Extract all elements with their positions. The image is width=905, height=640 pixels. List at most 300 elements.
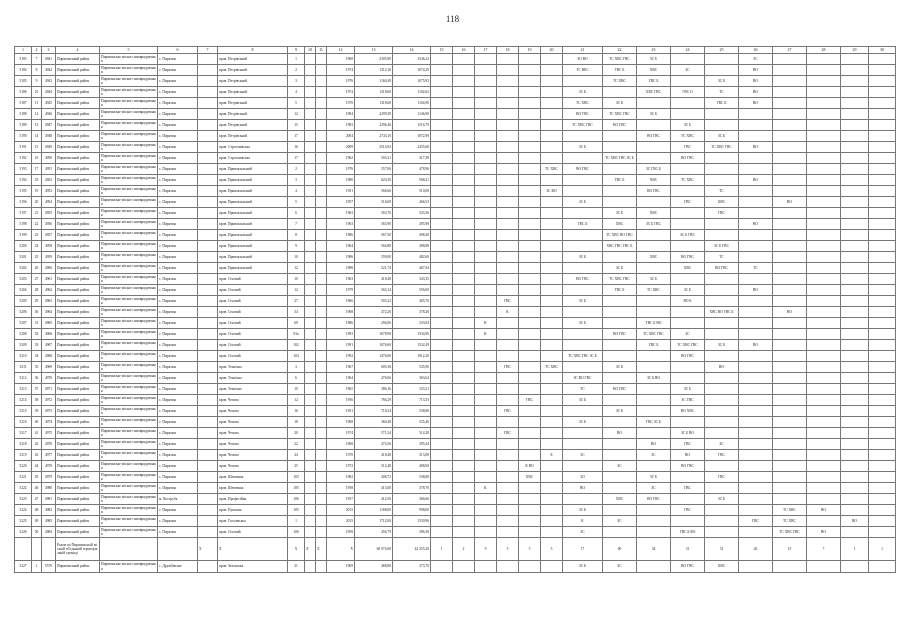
table-cell [431,142,453,153]
table-cell [15,538,32,561]
table-cell [316,296,327,307]
table-cell: ЗС Б [705,340,739,351]
table-cell [475,384,497,395]
table-cell: 1986 [327,230,355,241]
table-cell: 567,50 [355,230,393,241]
table-cell: К [475,329,497,340]
table-cell: ГВС Б [637,340,671,351]
table-cell [305,505,316,516]
table-cell [773,186,807,197]
table-cell [739,230,773,241]
table-cell: 1974 [327,65,355,76]
table-cell [475,98,497,109]
table-cell [431,296,453,307]
table-cell [705,461,739,472]
table-cell: 5570 [42,561,56,573]
table-row [15,274,896,285]
table-row [15,450,896,461]
table-cell: 6 [288,373,305,384]
table-cell [453,472,475,483]
table-cell [431,153,453,164]
table-cell [453,362,475,373]
table-cell: 13 [355,47,393,54]
table-cell: 69 [288,318,305,329]
table-cell [316,175,327,186]
table-cell: с. Пирятин [158,318,198,329]
table-cell: 6 [158,47,198,54]
table-cell [563,263,603,274]
table-cell: с. Пирятин [158,406,198,417]
table-cell [475,219,497,230]
table-cell [807,439,841,450]
table-cell [841,483,869,494]
table-cell [305,461,316,472]
table-cell: 5 [519,538,541,561]
table-cell: 5224 [15,505,32,516]
table-cell [305,329,316,340]
table-cell [519,120,541,131]
table-cell [497,153,519,164]
table-cell: ВО [739,76,773,87]
table-cell [305,76,316,87]
table-cell: ТС [705,186,739,197]
table-cell [869,175,896,186]
table-cell [497,120,519,131]
table-cell [316,307,327,318]
table-cell [773,561,807,573]
table-cell [705,109,739,120]
table-cell: 1982 [327,472,355,483]
table-cell [305,252,316,263]
table-cell [198,120,218,131]
table-cell [453,87,475,98]
table-cell: с. Пирятин [158,219,198,230]
table-cell [869,76,896,87]
table-cell [841,428,869,439]
table-cell [475,340,497,351]
table-cell [563,285,603,296]
table-cell: 19 [32,186,42,197]
table-cell [316,197,327,208]
table-cell: Пирятинський район [56,65,100,76]
table-cell [869,494,896,505]
table-cell [603,417,637,428]
table-cell [519,186,541,197]
table-cell [869,395,896,406]
table-cell: 1964 [327,373,355,384]
table-cell [705,428,739,439]
table-cell: 5197 [15,208,32,219]
table-cell [431,318,453,329]
table-cell: Пирятинське міське самоврядування [101,274,156,283]
table-cell: 386,16 [355,384,393,395]
table-cell: 1075,93 [393,76,431,87]
table-cell: ТС [563,384,603,395]
table-cell: ТС ХВС ГВС ЗС Б [563,351,603,362]
table-cell [453,351,475,362]
table-cell: Пирятинський район [56,109,100,120]
table-cell: 26 [739,47,773,54]
table-cell [519,164,541,175]
table-cell: К [563,516,603,527]
table-cell: ВО Б [671,296,705,307]
table-cell [497,76,519,87]
table-cell: Пирятинське міське самоврядування [101,164,156,173]
table-cell [739,186,773,197]
table-cell: Пирятинське міське самоврядування [101,230,156,239]
table-cell [541,65,563,76]
table-cell [773,54,807,65]
table-row [15,340,896,351]
table-cell: с. Пирятин [158,428,198,439]
table-cell [316,186,327,197]
table-cell [541,483,563,494]
table-cell [773,483,807,494]
table-cell [739,120,773,131]
table-cell: Пирятинське міське самоврядування [101,98,156,107]
table-cell [431,54,453,65]
table-cell: 1532,49 [393,340,431,351]
table-cell: ВО [807,527,841,538]
table-cell: Пирятинський район [56,219,100,230]
table-cell [453,439,475,450]
table-cell: 1966 [327,296,355,307]
table-cell: ТС ХВС ГВС [603,274,637,285]
table-cell [497,384,519,395]
table-cell [475,241,497,252]
table-cell: с. Пирятин [158,197,198,208]
table-cell: 4 [288,87,305,98]
table-cell [519,340,541,351]
table-cell: 366,66 [393,494,431,505]
table-cell [603,87,637,98]
table-cell [316,439,327,450]
table-cell: 5205 [15,296,32,307]
table-cell [497,417,519,428]
table-cell [739,561,773,573]
table-cell: с. Пирятин [158,175,198,186]
table-cell [431,351,453,362]
table-cell: 10 [288,384,305,395]
table-cell [841,120,869,131]
table-cell [453,263,475,274]
table-cell: с. Пирятин [158,329,198,340]
table-cell: 5 [100,47,158,54]
table-cell [807,252,841,263]
table-cell: 503,21 [355,153,393,164]
table-cell: 1074,29 [393,65,431,76]
table-cell [453,307,475,318]
table-cell: пров. Привокзальний [218,241,288,252]
table-cell: 1676,60 [355,340,393,351]
table-cell [841,505,869,516]
table-cell [305,230,316,241]
table-cell: 34 [637,538,671,561]
table-cell [541,527,563,538]
table-cell: ГВС Б [705,98,739,109]
table-cell: 474,56 [355,439,393,450]
table-cell [475,561,497,573]
table-cell: ВО ГВС [705,263,739,274]
table-cell: 46 [32,483,42,494]
table-cell: 1 [841,538,869,561]
table-cell [316,362,327,373]
table-cell [705,175,739,186]
table-cell: Пирятинське міське самоврядування [101,362,156,371]
table-cell: Пирятинське міське самоврядування [101,307,156,316]
table-cell: 1969 [327,561,355,573]
table-cell: 4 [56,47,100,54]
table-cell [316,395,327,406]
table-cell [431,87,453,98]
table-cell: Пирятинське міське самоврядування [101,461,156,470]
table-cell [198,527,218,538]
table-cell: ЗС Б [563,318,603,329]
table-cell [497,285,519,296]
table-cell: ВО ГВС [671,153,705,164]
table-cell: 4979 [42,472,56,483]
table-cell [739,109,773,120]
table-cell: 49 [32,516,42,527]
table-cell [541,384,563,395]
table-cell [198,175,218,186]
table-cell [807,384,841,395]
table-cell [807,318,841,329]
table-row [15,65,896,76]
table-cell [475,131,497,142]
table-cell [563,241,603,252]
table-cell: ВО ГВС [671,351,705,362]
table-cell: ЗС ВО ГВС [563,373,603,384]
table-cell [773,362,807,373]
table-cell [773,450,807,461]
table-cell: пров. Петрівський [218,120,288,131]
table-cell: 1963 [327,208,355,219]
table-cell [739,131,773,142]
table-cell: 10 [32,87,42,98]
table-cell [739,164,773,175]
table-cell [773,76,807,87]
table-cell: 5218 [15,439,32,450]
table-cell [316,208,327,219]
table-cell [475,516,497,527]
table-cell: 564,88 [355,241,393,252]
table-cell [841,230,869,241]
table-cell [869,98,896,109]
table-cell [869,131,896,142]
table-cell [841,340,869,351]
table-cell [316,164,327,175]
register-table [14,46,896,573]
table-cell [453,98,475,109]
table-cell: 4960 [42,263,56,274]
table-cell: 48 [32,505,42,516]
table-cell: с. Пирятин [158,340,198,351]
table-cell: ЗС [705,439,739,450]
table-cell: Пирятинський район [56,131,100,142]
table-cell [841,142,869,153]
table-cell [431,131,453,142]
table-cell: К [475,483,497,494]
table-cell: ЗС [637,450,671,461]
table-cell: с. Пирятин [158,120,198,131]
table-cell: ЗС Б [705,76,739,87]
table-cell: 29 [32,296,42,307]
table-cell [519,296,541,307]
table-cell [198,54,218,65]
table-header-row [15,47,896,54]
table-cell: 44 [32,461,42,472]
table-cell [773,384,807,395]
table-row [15,131,896,142]
table-cell: Пирятинське міське самоврядування [101,252,156,261]
table-cell [869,450,896,461]
table-cell [453,406,475,417]
table-cell: 413,00 [355,483,393,494]
table-cell: 28 [807,47,841,54]
table-cell [316,120,327,131]
table-cell [305,142,316,153]
table-cell [475,285,497,296]
table-cell: 563,76 [355,208,393,219]
table-cell [807,208,841,219]
table-cell [705,505,739,516]
table-cell [807,406,841,417]
table-cell [671,164,705,175]
table-cell [869,164,896,175]
table-cell: 7 [198,47,218,54]
table-row [15,318,896,329]
table-cell: 713,55 [393,395,431,406]
table-cell: 4970 [42,373,56,384]
table-cell: 335,46 [393,417,431,428]
table-cell [705,164,739,175]
table-cell [841,153,869,164]
table-cell [807,263,841,274]
table-cell [305,318,316,329]
table-cell: 60 [603,538,637,561]
table-cell: с. Пирятин [158,362,198,373]
table-cell [519,65,541,76]
table-cell: ВО [739,219,773,230]
table-cell: 25 [288,461,305,472]
table-cell: Пирятинське міське самоврядування [101,54,156,63]
table-cell: 2 [32,47,42,54]
table-cell [198,164,218,175]
table-cell [563,340,603,351]
table-cell [603,483,637,494]
table-cell [316,318,327,329]
table-cell [807,131,841,142]
table-cell: 1963 [327,274,355,285]
table-cell [807,461,841,472]
table-cell [198,252,218,263]
table-cell: К [497,307,519,318]
table-cell [563,153,603,164]
table-cell: 5199 [15,230,32,241]
table-cell [637,230,671,241]
table-cell: К [475,318,497,329]
table-cell [305,561,316,573]
table-cell: 3 [42,47,56,54]
table-cell: Х [218,538,288,561]
table-cell [671,219,705,230]
table-cell: 26 [739,538,773,561]
table-row [15,230,896,241]
table-cell: 5222 [15,483,32,494]
table-cell [705,230,739,241]
table-row [15,516,896,527]
table-cell [705,384,739,395]
table-cell [841,439,869,450]
table-cell [637,98,671,109]
table-cell: пров. Привокзальний [218,175,288,186]
table-cell: 35 [32,362,42,373]
table-cell [541,318,563,329]
table-cell [603,307,637,318]
table-cell [869,384,896,395]
table-cell: Пирятинський район [56,186,100,197]
table-cell [541,274,563,285]
table-cell: 317,38 [393,153,431,164]
register-table-body [15,47,896,573]
table-cell [773,373,807,384]
table-cell: 5204 [15,285,32,296]
table-cell: 468,80 [355,561,393,573]
table-cell [807,76,841,87]
table-cell: 4971 [42,384,56,395]
table-cell: 1993 [327,329,355,340]
table-cell: Пирятинське міське самоврядування [101,428,156,437]
table-row [15,439,896,450]
table-cell [32,538,42,561]
table-cell: ЗС [637,483,671,494]
table-cell [841,406,869,417]
table-cell [869,428,896,439]
table-cell: 605,36 [355,362,393,373]
table-cell [869,307,896,318]
table-cell: ЗО [563,472,603,483]
table-cell: 9 [288,241,305,252]
table-cell: ТС ХВС ГВС [563,120,603,131]
table-cell: ХВС [637,65,671,76]
table-cell: 563,14 [355,285,393,296]
table-cell [475,252,497,263]
table-cell: с. Пирятин [158,461,198,472]
table-cell [705,329,739,340]
table-cell [158,538,198,561]
table-cell: ВО ГВС [563,164,603,175]
table-cell [453,241,475,252]
table-cell: 2305,90 [355,54,393,65]
table-cell [497,318,519,329]
table-cell [541,87,563,98]
table-cell: ГВС [519,395,541,406]
table-cell: 5223 [15,494,32,505]
table-cell [453,164,475,175]
table-cell: Пирятинський район [56,362,100,373]
table-cell: ТС ХВС [773,516,807,527]
table-cell: 20 [288,428,305,439]
table-cell: пров. Привокзальний [218,252,288,263]
table-cell [869,296,896,307]
table-cell: пров. Професійна [218,494,288,505]
table-cell [739,450,773,461]
table-cell: 5219 [15,450,32,461]
table-cell: 1534,90 [393,329,431,340]
table-cell [305,186,316,197]
table-cell: ГВС ЗС Б [637,417,671,428]
